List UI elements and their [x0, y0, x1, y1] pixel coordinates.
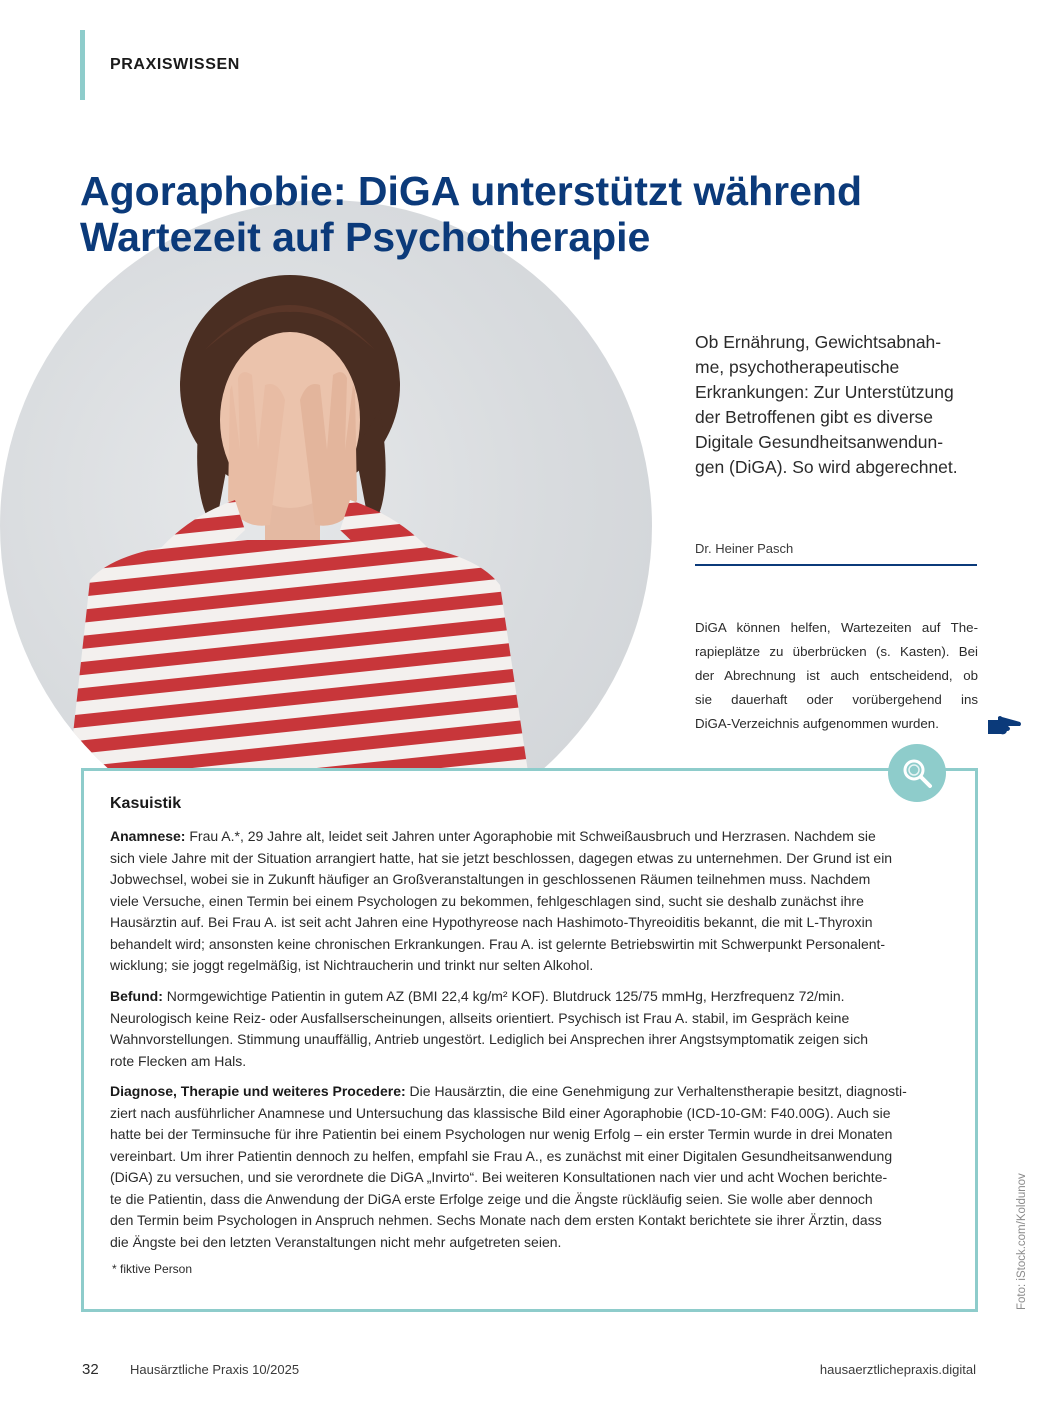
lead-line: der Betroffenen gibt es diverse [695, 407, 934, 427]
paragraph-line: rote Flecken am Hals. [110, 1052, 247, 1069]
diagnose-label: Diagnose, Therapie und weiteres Procedere: [110, 1083, 406, 1099]
paragraph-line: den Termin beim Psychologen in Anspruch nehmen. Sechs Monate nach dem ersten Kontakt berichtete sie ihrer Ärztin, dass [110, 1212, 882, 1228]
article-title [80, 168, 1020, 260]
befund-paragraph [110, 986, 952, 1072]
paragraph-line: Jobwechsel, wobei sie in Zukunft häufiger an Großveranstaltungen in geschlossenen Räumen teilnehmen muss. Nachdem [110, 871, 871, 887]
woman-covering-face-illustration [0, 200, 652, 852]
pointing-hand-icon [986, 714, 1022, 736]
paragraph-line: sich viele Jahre mit der Situation arrangiert hatte, hat sie jetzt beschlossen, dagegen etwas zu unternehmen. Der Grund ist ein [110, 849, 893, 866]
paragraph-line: (DiGA) zu versuchen, und sie verordnete die DiGA „Invirto“. Bei weiteren Konsultationen nach vier und acht Wochen berichte- [110, 1169, 888, 1185]
paragraph-line: Neurologisch keine Reiz- oder Ausfallserscheinungen, allseits orientiert. Psychisch ist Frau A. stabil, im Gespräch keine [110, 1009, 850, 1026]
author-name: Dr. Heiner Pasch [695, 541, 794, 556]
website-link[interactable]: hausaerztlichepraxis.digital [819, 1362, 976, 1377]
article-title-line-1: Agoraphobie: DiGA unterstützt während [80, 168, 863, 214]
section-accent-bar [80, 30, 85, 100]
anamnese-paragraph [110, 826, 952, 977]
befund-label: Befund: [110, 988, 163, 1004]
paragraph-line: Wahnvorstellungen. Stimmung unauffällig, Antrieb ungestört. Lediglich bei Ansprechen ihrer Angstsymptomatik zeigen sich [110, 1031, 868, 1047]
article-photo [0, 200, 652, 852]
journal-name: Hausärztliche Praxis 10/2025 [130, 1362, 300, 1377]
intro-line: DiGA können helfen, Wartezeiten auf The- [695, 620, 978, 635]
photo-credit: Foto: iStock.com/Koldunov [1016, 1173, 1028, 1310]
paragraph-line: Hausärztin auf. Bei Frau A. ist seit acht Jahren eine Hypothyreose nach Hashimoto-Thyreoiditis bekannt, die mit L-Thyroxin [110, 914, 873, 930]
lead-line: Ob Ernährung, Gewichtsabnah- [695, 332, 942, 352]
paragraph-line: ziert nach ausführlicher Anamnese und Untersuchung das klassische Bild einer Agoraphobie (ICD-10-GM: F40.00G). Auch sie [110, 1104, 891, 1121]
case-box-title: Kasuistik [110, 795, 182, 812]
article-title-line-2: Wartezeit auf Psychotherapie [80, 214, 651, 260]
paragraph-line: Die Hausärztin, die eine Genehmigung zur Verhaltenstherapie besitzt, diagnosti- [405, 1083, 907, 1099]
lead-line: gen (DiGA). So wird abgerechnet. [695, 457, 958, 477]
paragraph-line: Normgewichtige Patientin in gutem AZ (BMI 22,4 kg/m² KOF). Blutdruck 125/75 mmHg, Herzfrequenz 72/min. [162, 988, 845, 1004]
anamnese-label: Anamnese: [110, 828, 186, 844]
intro-line: rapieplätze zu überbrücken (s. Kasten). Bei [695, 644, 978, 659]
article-lead [695, 330, 985, 480]
footnote: * fiktive Person [112, 1262, 193, 1276]
paragraph-line: vereinbart. Um ihrer Patientin dennoch zu helfen, empfahl sie Frau A., es zunächst mit einer Digitalen Gesundheitsanwendung [110, 1147, 893, 1164]
paragraph-line: die Ängste bei den letzten Veranstaltungen nicht mehr aufgetreten seien. [110, 1233, 562, 1250]
lead-line: Erkrankungen: Zur Unterstützung [695, 382, 954, 402]
intro-line: DiGA-Verzeichnis aufgenommen wurden. [695, 716, 939, 731]
lead-line: Digitale Gesundheitsanwendun- [695, 432, 944, 452]
paragraph-line: te die Patientin, dass die Anwendung der DiGA erste Erfolge zeige und die Ängste rückläufig seien. Sie wolle aber dennoch [110, 1190, 873, 1207]
paragraph-line: viele Versuche, einen Termin bei einem Psychologen zu bekommen, fehlgeschlagen sind, sucht sie deshalb zunächst ihre [110, 892, 864, 909]
magnifier-icon [888, 744, 946, 802]
intro-line: sie dauerhaft oder vorübergehend ins [695, 692, 978, 707]
paragraph-line: Frau A.*, 29 Jahre alt, leidet seit Jahren unter Agoraphobie mit Schweißausbruch und Herzrasen. Nachdem sie [185, 828, 876, 844]
lead-line: me, psychotherapeutische [695, 357, 900, 377]
paragraph-line: wicklung; sie joggt regelmäßig, ist Nichtraucherin und trinkt nur selten Alkohol. [110, 957, 594, 973]
section-label: PRAXISWISSEN [110, 56, 240, 73]
diagnose-paragraph [110, 1081, 952, 1253]
article-intro [695, 616, 978, 736]
paragraph-line: hatte bei der Terminsuche für ihre Patientin bei einem Psychologen nur wenig Erfolg – ein erster Termin wurde in drei Monaten [110, 1126, 893, 1142]
paragraph-line: behandelt wird; ansonsten keine chronischen Erkrankungen. Frau A. ist gelernte Betriebswirtin mit Schwerpunkt Personalent- [110, 935, 886, 952]
author-divider [695, 564, 977, 566]
page-number: 32 [82, 1361, 99, 1378]
intro-line: der Abrechnung ist auch entscheidend, ob [695, 668, 978, 683]
